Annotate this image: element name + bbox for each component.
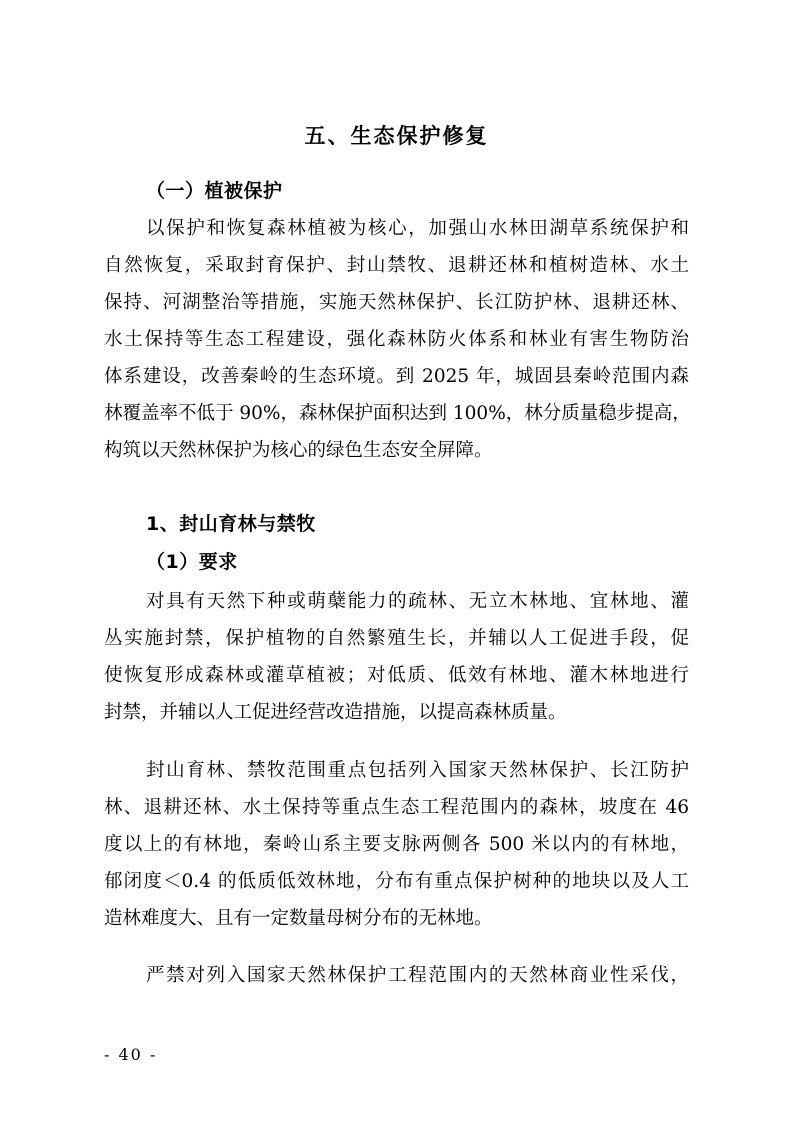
paragraph-line: 郁闭度＜0.4 的低质低效林地，分布有重点保护树种的地块以及人工 <box>104 871 689 892</box>
paragraph-line: 以保护和恢复森林植被为核心，加强山水林田湖草系统保护和 <box>146 218 689 239</box>
paragraph-line: 自然恢复，采取封育保护、封山禁牧、退耕还林和植树造林、水土 <box>104 255 689 276</box>
chapter-title: 五、生态保护修复 <box>304 124 489 148</box>
paragraph-line: 使恢复形成森林或灌草植被；对低质、低效有林地、灌木林地进行 <box>104 665 689 686</box>
paragraph-line: 水土保持等生态工程建设，强化森林防火体系和林业有害生物防治 <box>104 329 689 350</box>
paragraph-line: 封禁，并辅以人工促进经营改造措施，以提高森林质量。 <box>104 702 567 723</box>
subsection-heading: 1、封山育林与禁牧 <box>146 513 316 535</box>
paragraph-prohibition <box>104 957 689 994</box>
paragraph-vegetation-protection <box>104 210 689 469</box>
paragraph-line: 保持、河湖整治等措施，实施天然林保护、长江防护林、退耕还林、 <box>104 292 689 313</box>
paragraph-line: 构筑以天然林保护为核心的绿色生态安全屏障。 <box>104 440 493 461</box>
paragraph-line: 造林难度大、且有一定数量母树分布的无林地。 <box>104 908 493 929</box>
paragraph-line: 林、退耕还林、水土保持等重点生态工程范围内的森林，坡度在 46 <box>104 797 689 818</box>
section-heading: （一）植被保护 <box>146 180 283 202</box>
paragraph-line: 对具有天然下种或萌蘖能力的疏林、无立木林地、宜林地、灌 <box>146 591 689 612</box>
paragraph-line: 林覆盖率不低于 90%，森林保护面积达到 100%，林分质量稳步提高， <box>104 403 691 424</box>
sub-subsection-heading: （1）要求 <box>146 551 238 573</box>
paragraph-line: 体系建设，改善秦岭的生态环境。到 2025 年，城固县秦岭范围内森 <box>104 366 689 387</box>
paragraph-requirements <box>104 583 689 731</box>
page-number: - 40 - <box>104 1045 158 1064</box>
paragraph-scope <box>104 752 689 937</box>
paragraph-line: 度以上的有林地，秦岭山系主要支脉两侧各 500 米以内的有林地， <box>104 834 689 855</box>
paragraph-line: 丛实施封禁，保护植物的自然繁殖生长，并辅以人工促进手段，促 <box>104 628 689 649</box>
paragraph-line: 封山育林、禁牧范围重点包括列入国家天然林保护、长江防护 <box>146 760 689 781</box>
paragraph-line: 严禁对列入国家天然林保护工程范围内的天然林商业性采伐， <box>146 965 689 986</box>
